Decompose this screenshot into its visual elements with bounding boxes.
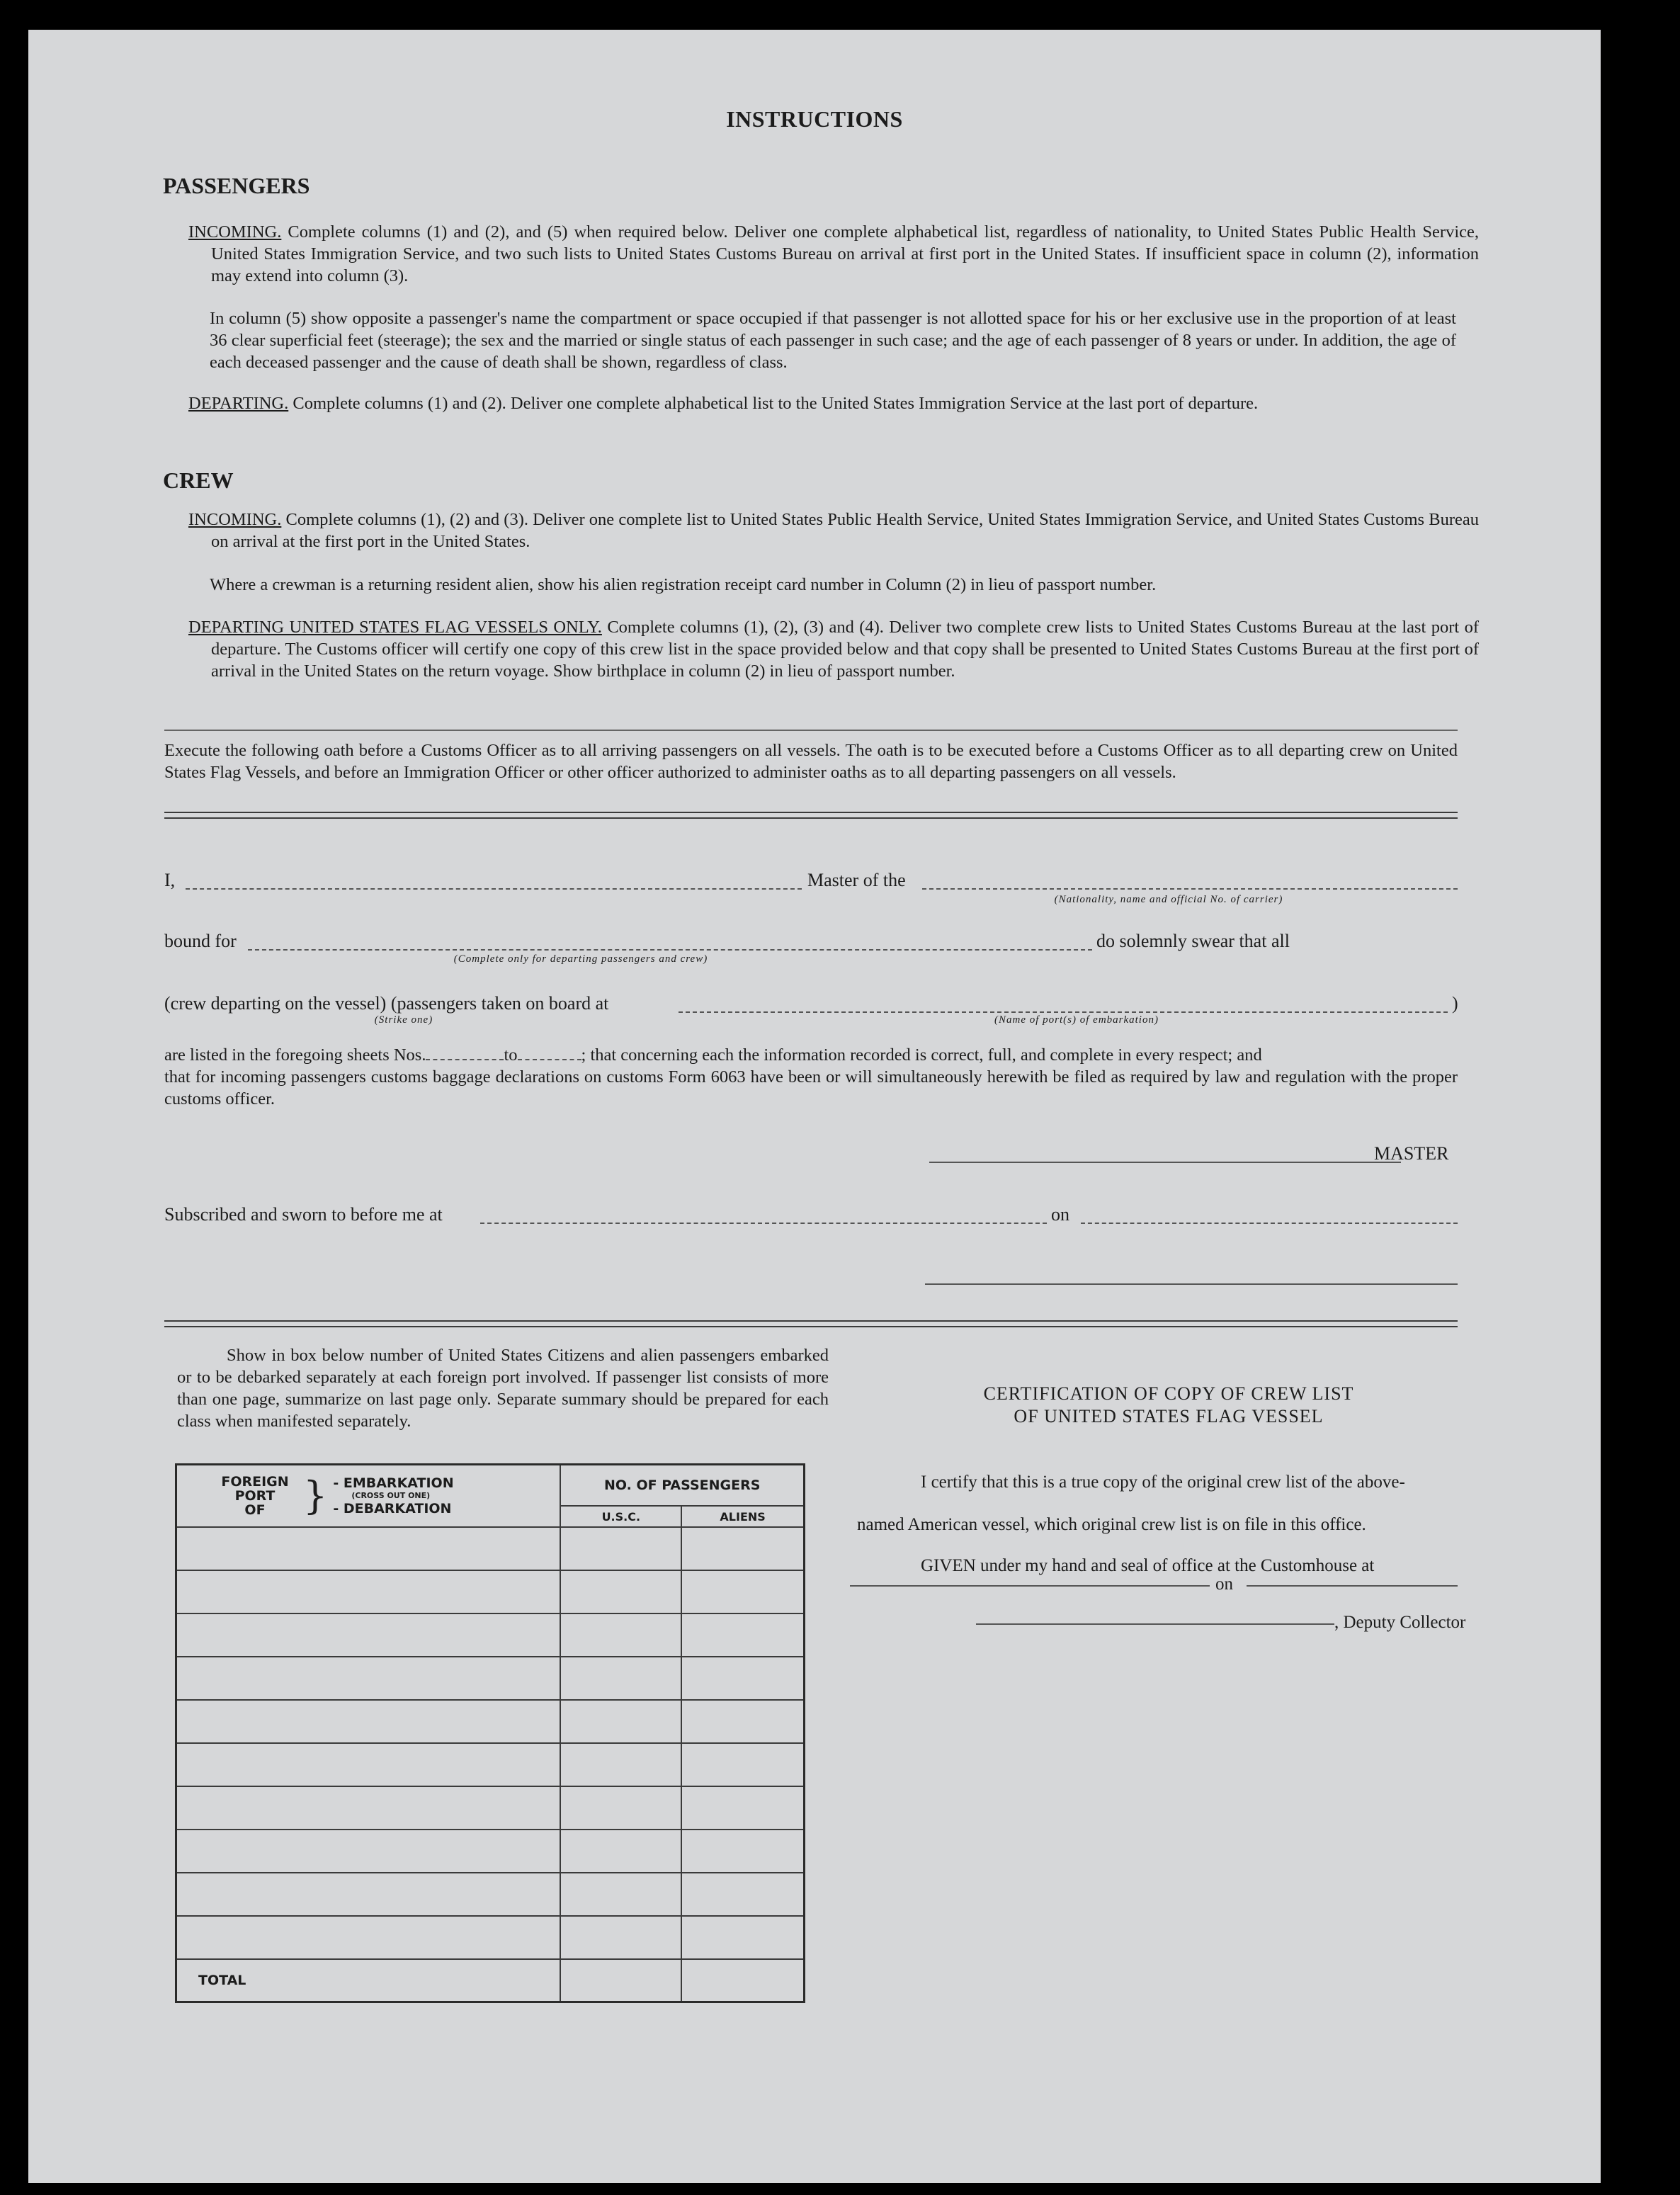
port-cell[interactable] (176, 1570, 561, 1613)
crew-incoming-text: Complete columns (1), (2) and (3). Deliver one complete list to United States Public Health Service, United States Immigration Service, and United States Customs Bureau on arrival at the first port in the United States. (211, 510, 1480, 551)
crew-departing-text: Complete columns (1), (2), (3) and (4). Deliver two complete crew lists to United States Customs Bureau at the last port of departure. The Customs officer will certify one copy of this crew list in the space provided below and that copy shall be presented to United States Customs Bureau at the first port of arrival in the United States on the return voyage. Show birthplace in column (2) in lieu of passport number. (211, 618, 1480, 681)
customhouse-field[interactable] (850, 1585, 1210, 1587)
usc-cell[interactable] (560, 1527, 681, 1570)
subscribed-label: Subscribed and sworn to before me at (164, 1204, 443, 1225)
double-divider-lower (164, 1320, 1458, 1327)
sworn-on-label: on (1051, 1204, 1069, 1225)
port-cell[interactable] (176, 1613, 561, 1657)
officer-signature-field[interactable] (925, 1283, 1458, 1285)
deputy-collector-label: , Deputy Collector (1334, 1613, 1466, 1632)
certification-title-1: CERTIFICATION OF COPY OF CREW LIST (983, 1383, 1354, 1404)
aliens-cell[interactable] (681, 1873, 804, 1916)
passengers-incoming-instructions (188, 221, 1479, 287)
embark-debark-options (333, 1477, 453, 1515)
form-sheet (28, 30, 1601, 2183)
listed-line (164, 1044, 1458, 1066)
carrier-field[interactable] (922, 888, 1458, 890)
named-text: named American vessel, which original crew list is on file in this office. (857, 1515, 1366, 1534)
crew-heading: CREW (163, 467, 234, 493)
master-of-label: Master of the (807, 870, 906, 890)
ports-caption: (Name of port(s) of embarkation) (994, 1014, 1159, 1026)
aliens-cell[interactable] (681, 1527, 804, 1570)
usc-cell[interactable] (560, 1830, 681, 1873)
embarkation-ports-field[interactable] (679, 1011, 1448, 1013)
port-header (176, 1465, 561, 1528)
usc-cell[interactable] (560, 1743, 681, 1786)
complete-caption: (Complete only for departing passengers and crew) (453, 953, 708, 965)
crew-returning-text: Where a crewman is a returning resident alien, show his alien registration receipt card number in Column (2) in lieu of passport number. (210, 575, 1157, 594)
master-name-field[interactable] (186, 888, 802, 890)
usc-cell[interactable] (560, 1916, 681, 1959)
usc-cell[interactable] (560, 1570, 681, 1613)
certification-title-2: OF UNITED STATES FLAG VESSEL (1014, 1406, 1324, 1427)
bound-for-label: bound for (164, 931, 237, 951)
aliens-cell[interactable] (681, 1830, 804, 1873)
port-cell[interactable] (176, 1830, 561, 1873)
swear-label: do solemnly swear that all (1096, 931, 1290, 951)
embarkation-option[interactable]: - EMBARKATION (333, 1475, 454, 1491)
passengers-incoming-text: Complete columns (1) and (2), and (5) when required below. Deliver one complete alphabetical list, regardless of nationality, to United States Public Health Service, United States Immigration Service, and two such lists to United States Customs Bureau on arrival at first port in the United States. If insufficient space in column (2), information may extend into column (3). (211, 222, 1480, 285)
aliens-header: ALIENS (681, 1506, 804, 1527)
passengers-departing-text: Complete columns (1) and (2). Deliver one complete alphabetical list to the United States Immigration Service at the last port of departure. (293, 394, 1259, 413)
listed-statement: ; that concerning each the information recorded is correct, full, and complete in every respect; and (581, 1045, 1262, 1065)
given-text: GIVEN under my hand and seal of office at the Customhouse at (921, 1556, 1375, 1575)
listed-sheets-label: are listed in the foregoing sheets Nos. (164, 1045, 426, 1065)
aliens-cell[interactable] (681, 1700, 804, 1743)
aliens-cell[interactable] (681, 1613, 804, 1657)
passengers-departing-instructions (188, 392, 1479, 414)
master-signature-field[interactable] (929, 1162, 1401, 1163)
sheet-from-field[interactable] (426, 1059, 504, 1060)
aliens-cell[interactable] (681, 1657, 804, 1700)
cert-date-field[interactable] (1247, 1585, 1458, 1587)
passengers-departing-label: DEPARTING. (188, 394, 289, 413)
strike-caption: (Strike one) (374, 1014, 433, 1026)
port-cell[interactable] (176, 1657, 561, 1700)
usc-cell[interactable] (560, 1613, 681, 1657)
crew-incoming-label: INCOMING. (188, 510, 282, 529)
deputy-signature-field[interactable] (976, 1623, 1334, 1625)
aliens-cell[interactable] (681, 1916, 804, 1959)
nationality-caption: (Nationality, name and official No. of carrier) (1054, 894, 1283, 905)
passengers-column5-text: In column (5) show opposite a passenger's name the compartment or space occupied if that passenger is not allotted space for his or her exclusive use in the proportion of at least 36 clear superficial feet (steerage); the sex and the married or single status of each passenger in such case; and the age of each passenger of 8 years or under. In addition, the age of each deceased passenger and the cause of death shall be shown, regardless of class. (210, 309, 1456, 372)
master-label: MASTER (1374, 1143, 1449, 1164)
oath-i-label: I, (164, 870, 176, 890)
port-cell[interactable] (176, 1873, 561, 1916)
no-passengers-header: NO. OF PASSENGERS (560, 1465, 804, 1507)
bound-for-field[interactable] (248, 949, 1092, 951)
sworn-place-field[interactable] (480, 1223, 1047, 1224)
port-cell[interactable] (176, 1786, 561, 1830)
page-title: INSTRUCTIONS (726, 106, 903, 132)
total-aliens-cell[interactable] (681, 1959, 804, 2002)
brace: } (303, 1473, 328, 1518)
aliens-cell[interactable] (681, 1743, 804, 1786)
port-cell[interactable] (176, 1743, 561, 1786)
certify-text: I certify that this is a true copy of the original crew list of the above- (921, 1473, 1405, 1492)
crew-departing-label: DEPARTING UNITED STATES FLAG VESSELS ONLY. (188, 618, 602, 637)
aliens-cell[interactable] (681, 1786, 804, 1830)
divider (164, 730, 1458, 731)
crew-departing-instructions (188, 616, 1479, 682)
total-label: TOTAL (176, 1959, 561, 2002)
foreign-port-label: FOREIGN PORT OF (221, 1474, 289, 1518)
aliens-cell[interactable] (681, 1570, 804, 1613)
listed-declaration: that for incoming passengers customs baggage declarations on customs Form 6063 have been or will simultaneously herewith be filed as required by law and regulation with the proper customs officer. (164, 1067, 1458, 1108)
double-divider (164, 812, 1458, 819)
listed-to-label: to (504, 1045, 518, 1065)
usc-cell[interactable] (560, 1700, 681, 1743)
port-cell[interactable] (176, 1916, 561, 1959)
crew-departing-label: (crew departing on the vessel) (passengers taken on board at (164, 993, 609, 1014)
debarkation-option[interactable]: - DEBARKATION (333, 1501, 452, 1516)
total-usc-cell[interactable] (560, 1959, 681, 2002)
passengers-heading: PASSENGERS (163, 173, 310, 198)
crew-incoming-instructions (188, 509, 1479, 552)
port-cell[interactable] (176, 1527, 561, 1570)
oath-intro: Execute the following oath before a Customs Officer as to all arriving passengers on all vessels. The oath is to be executed before a Customs Officer as to all departing crew on United States Flag Vessels, and before an Immigration Officer or other officer authorized to administer oaths as to all departing passengers on all vessels. (164, 741, 1458, 782)
passengers-incoming-label: INCOMING. (188, 222, 282, 242)
sworn-date-field[interactable] (1081, 1223, 1458, 1224)
usc-cell[interactable] (560, 1786, 681, 1830)
port-cell[interactable] (176, 1700, 561, 1743)
summary-instructions: Show in box below number of United States Citizens and alien passengers embarked or to be debarked separately at each foreign port involved. If passenger list consists of more than one page, summarize on last page only. Separate summary should be prepared for each class when manifested separately. (177, 1346, 829, 1431)
close-paren: ) (1452, 993, 1458, 1014)
cert-on-label: on (1215, 1575, 1233, 1594)
usc-cell[interactable] (560, 1873, 681, 1916)
usc-header: U.S.C. (560, 1506, 681, 1527)
sheet-to-field[interactable] (518, 1059, 581, 1060)
passenger-summary-table (175, 1463, 805, 2003)
cross-out-note: (CROSS OUT ONE) (351, 1491, 431, 1500)
usc-cell[interactable] (560, 1657, 681, 1700)
